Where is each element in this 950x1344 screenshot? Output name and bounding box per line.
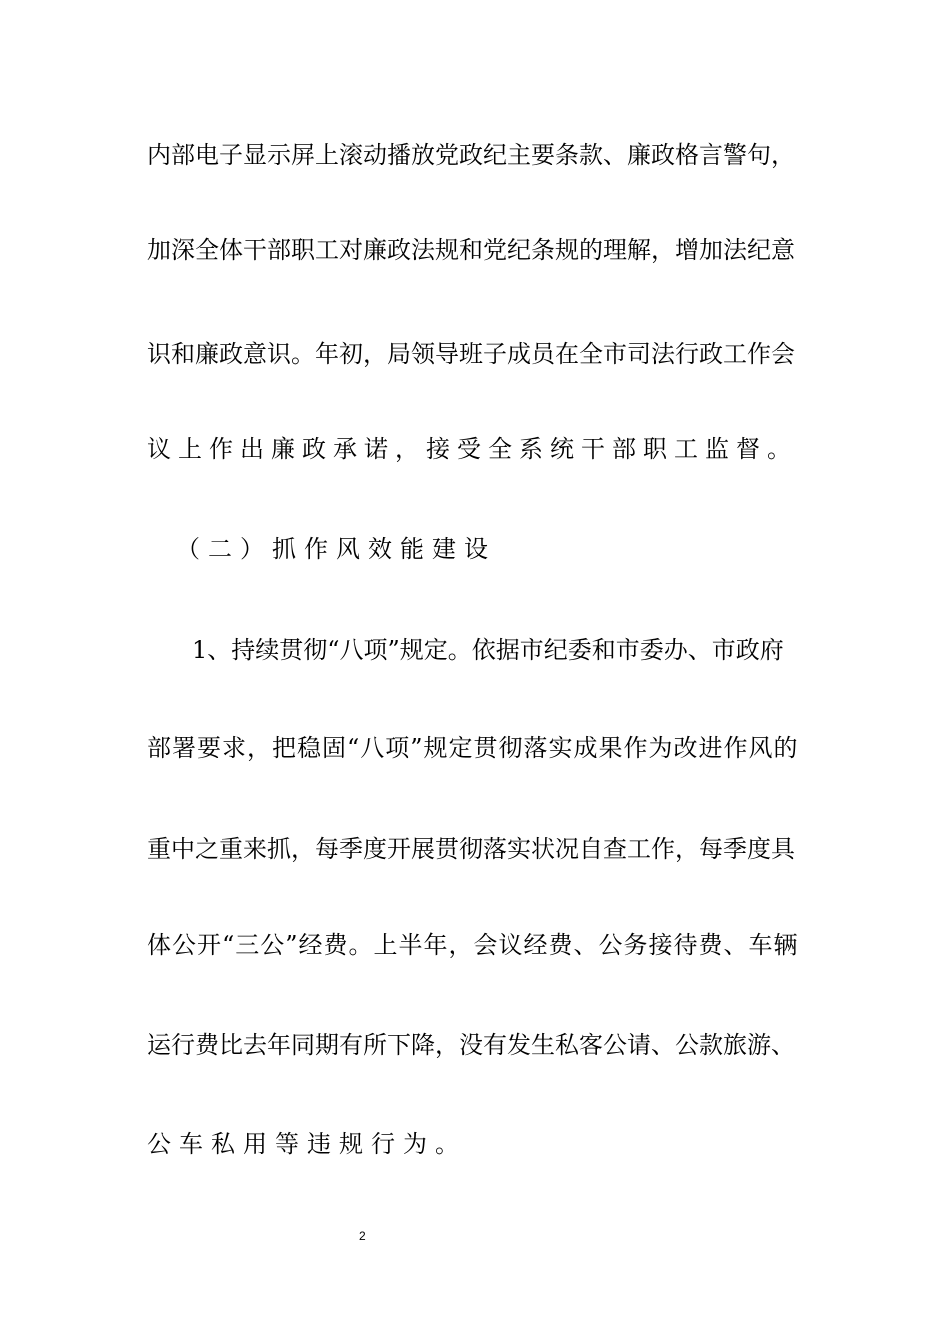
paragraph-line: 内部电子显示屏上滚动播放党政纪主要条款、廉政格言警句， xyxy=(147,141,795,169)
paragraph-line: 识和廉政意识。年初，局领导班子成员在全市司法行政工作会 xyxy=(147,340,795,368)
paragraph-line: 运行费比去年同期有所下降，没有发生私客公请、公款旅游、 xyxy=(147,1031,795,1059)
paragraph-line: 1、持续贯彻“八项”规定。依据市纪委和市委办、市政府 xyxy=(192,636,784,664)
paragraph-line: 议上作出廉政承诺，接受全系统干部职工监督。 xyxy=(147,435,798,463)
page-number: 2 xyxy=(359,1229,366,1243)
paragraph-line: 部署要求，把稳固“八项”规定贯彻落实成果作为改进作风的 xyxy=(147,734,799,762)
paragraph-line: 重中之重来抓，每季度开展贯彻落实状况自查工作，每季度具 xyxy=(147,835,795,863)
section-heading: （二）抓作风效能建设 xyxy=(176,535,496,563)
paragraph-line: 公车私用等违规行为。 xyxy=(147,1130,467,1158)
paragraph-line: 加深全体干部职工对廉政法规和党纪条规的理解，增加法纪意 xyxy=(147,236,795,264)
paragraph-line: 体公开“三公”经费。上半年，会议经费、公务接待费、车辆 xyxy=(147,931,799,959)
